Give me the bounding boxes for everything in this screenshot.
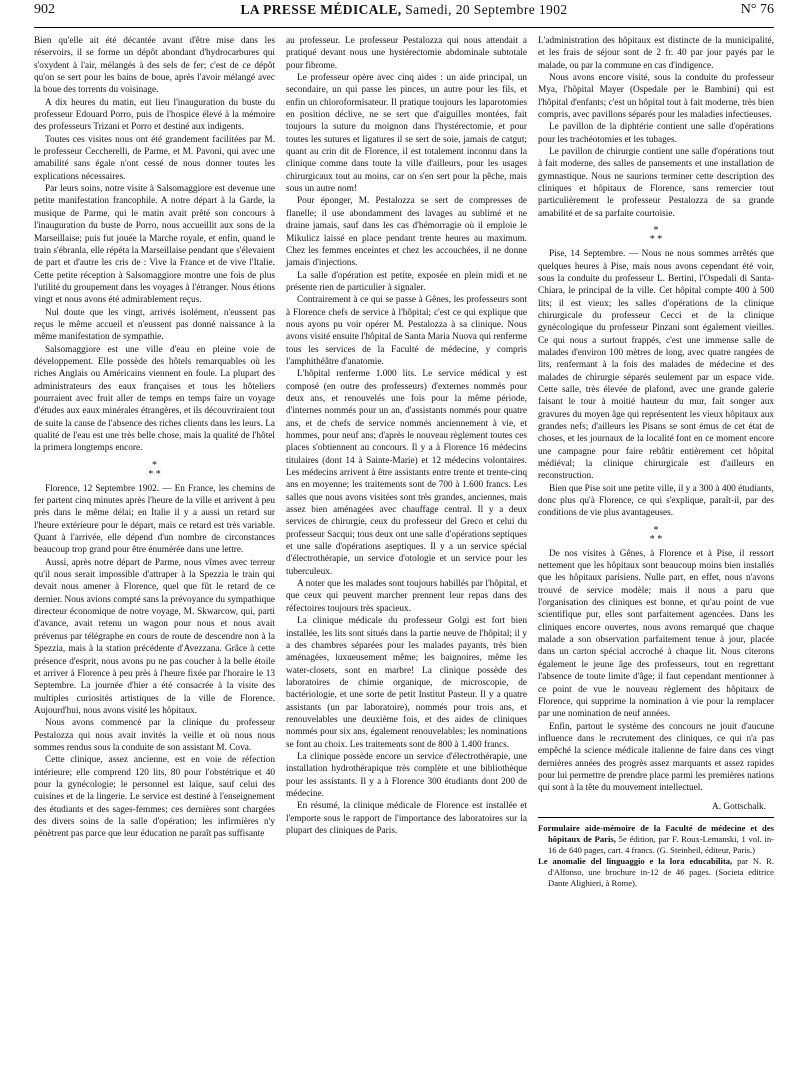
bibliography-entry [538,823,774,856]
header-rule [34,27,774,28]
paragraph: La salle d'opération est petite, exposée en plein midi et ne présente rien de particulier à signaler. [286,270,527,293]
paragraph: De nos visites à Gênes, à Florence et à Pise, il ressort nettement que les hôpitaux sont beaucoup moins bien installés que les hôpitaux parisiens. Nulle part, en effet, nous n'avons trouvé de service modèle; mais il nous a paru que l'organisation des cliniques est bonne, et qu'au point de vue scientifique pur, elles sont parfaitement agencées. Dans les cliniques encore ouvertes, nous avons remarqué que chaque malade a son observation parfaitement tenue à jour, placée dans un carton spécial accroché à chaque lit. Nous citerons également le jeune âge des professeurs, tout en regrettant l'absence de toute limite d'âge; il faut cependant mentionner à ce point de vue le nouveau règlement des hôpitaux de Florence, qui supprime la nomination à vie pour la remplacer par une nomination de neuf années. [538,548,774,720]
paragraph: Le pavillon de la diphtérie contient une salle d'opérations pour les trachéotomies et les tubages. [538,122,774,145]
paragraph: Toutes ces visites nous ont été grandement facilitées par M. le professeur Ceccherelli, de Parme, et M. Pavoni, qui avec une amabilité sans égale n'ont cessé de nous donner toutes les explications nécessaires. [34,134,275,182]
paragraph: Par leurs soins, notre visite à Salsomaggiore est devenue une petite manifestation francophile. A notre départ à la Garde, la musique de Parme, qui le matin avait prêté son concours à l'inauguration du buste de Porro, nous accueillit aux sons de la Marseillaise; puis fut jouée la Marche royale, et enfin, quand le train s'ébranla, elle répéta la Marseillaise pendant que s'élevaient de part et d'autre les cris de : Vive la France et de vive l'Italie. Cette petite réception à Salsomaggiore montre une fois de plus l'utilité du groupement dans les voyages à l'étranger. Nous étions vingt et nous avons été admirablement reçus. [34,184,275,306]
bibliography-title: Formulaire aide-mémoire de la Faculté de médecine et des hôpitaux de Paris, [538,822,774,844]
paragraph: Aussi, après notre départ de Parme, nous vîmes avec terreur qu'il nous serait impossible d'attraper à la Spezzia le train qui devait nous amener à Florence, quel que fût le retard de ce dernier. Nous avions compté sans la prévoyance du sympathique directeur économique de notre voyage, M. Skwarcow, qui, parti d'avance, avait retenu un wagon pour nous et nous avait prévenus par télégraphe en cours de route de descendre non à la Spezzia, mais à la station précédente d'Avezzana. Grâce à cette présence d'esprit, nous avons pu ne pas coucher à la belle étoile et arriver à Florence à peu près à l'heure fixée par l'horaire le 13 Septembre. La journée d'hier a été consacrée à la visite des multiples curiosités artistiques de la ville de Florence. Aujourd'hui, nous avons visité les hôpitaux. [34,557,275,716]
paragraph: En résumé, la clinique médicale de Florence est installée et l'emporte sous le rapport de l'importance des laboratoires sur la plupart des cliniques de Paris. [286,801,527,836]
paragraph: Le professeur opère avec cinq aides : un aide principal, un secondaire, un qui passe les pinces, un autre pour les fils, et enfin un chloroformisateur. Il pratique toujours les laparotomies en position déclive, ne se sert que d'aiguilles montées, fait toujours la suture du moignon dans l'hystérectomie, et pour toutes les sutures et ligatures il se sert de soie, jamais de catgut; quant au crin dit de Florence, il est totalement inconnu dans la clinique comme dans toute la ville d'ailleurs, pour les usages chirurgicaux tout au moins, car on s'en sert pour la pêche, mais sous un autre nom! [286,73,527,195]
bibliography-entry [538,856,774,889]
issue-date: Samedi, 20 Septembre 1902 [401,2,568,17]
paragraph: Salsomaggiore est une ville d'eau en pleine voie de développement. Elle possède des hôtels remarquables où les riches Anglais ou Américains viennent en foule. La plupart des administrateurs des eaux françaises et tous les hôteliers pourraient avec fruit aller de temps en temps faire un voyage d'études aux eaux minérales étrangères, et ils découvriraient tout de suite la cause de l'absence des riches clients dans les leurs. La qualité de l'eau est une très belle chose, mais la qualité de l'hôtel la primera longtemps encore. [34,344,275,454]
paragraph: Le pavillon de chirurgie contient une salle d'opérations tout à fait moderne, des salles de pansements et une installation de gymnastique. Nous ne saurions terminer cette description des cliniques et hôpitaux de Florence, sans remercier tout particulièrement le professeur Pestalozza de sa grande amabilité et de sa parfaite courtoisie. [538,147,774,219]
paragraph: L'hôpital renferme 1.000 lits. Le service médical y est composé (en outre des professeurs) d'externes nommés pour deux ans, et renouvelés une fois pour la même période, d'internes nommés pour un an, d'assistants nommés pour quatre ans, et de chefs de service nommés anciennement à vie, et hommes, pour neuf ans; d'après le nouveau règlement toutes ces places s'obtiennent au concours. Il y a à Florence 16 médecins titulaires (dont 14 à Sainte-Marie) et 12 médecins volontaires. Les médecins arrivent à être assistants entre trente et trente-cinq ans en moyenne; les traitements sont de 700 à 1.600 francs. Les salles que nous avons visitées sont très grandes, anciennes, mais assez bien aménagées avec chauffage central. Il y a deux services de chirurgie, ceux du professeur del Greco et celui du professeur Sacqui; tous deux ont une salle d'opérations septiques et une salle d'opérations aseptiques. Il y a un service spécial d'électrothérapie, un service d'otologie et un service pour les tuberculeux. [286,369,527,577]
paragraph: L'administration des hôpitaux est distincte de la municipalité, et les frais de séjour sont de 2 fr. 40 par jour payés par le malade, ou par la commune en cas d'indigence. [538,36,774,71]
paragraph: Bien que Pise soit une petite ville, il y a 300 à 400 étudiants, donc plus qu'à Florence, ce qui s'explique, paraît-il, par des conditions de vie plus avantageuses. [538,483,774,519]
paragraph: Enfin, partout le système des concours ne jouit d'aucune influence dans le recrutement des cliniques, ce qui n'a pas empêché la science médicale italienne de faire dans ces vingt dernières années des progrès assez marquants et assez rapides pour lui permettre de prendre place parmi les premières nations qui sont à la tête du mouvement intellectuel. [538,721,774,794]
paragraph: A dix heures du matin, eut lieu l'inauguration du buste du professeur Edouard Porro, puis de l'hospice élevé à la mémoire des professeurs Trizani et Porro et destiné aux indigents. [34,97,275,133]
paragraph: A noter que les malades sont toujours habillés par l'hôpital, et que ceux qui peuvent marcher prennent leur repas dans des réfectoires toujours très spacieux. [286,579,527,614]
section-separator: * * * [649,225,663,246]
page-number: 902 [34,2,55,17]
paragraph: Bien qu'elle ait été décantée avant d'être mise dans les réservoirs, il se forme un dépôt abondant d'hydrocarbures qui s'oxydent à l'air, mélangés à des sels de fer; c'est de ce dépôt qu'on se sert pour les bains de boue, après l'avoir mélangé avec la boue des torrents du voisinage. [34,36,275,96]
bibliography-title: Le anomalie del linguaggio e la lora educabilita, [538,855,733,866]
paragraph: La clinique médicale du professeur Golgi est fort bien installée, les lits sont situés dans la partie neuve de l'hôpital; il y a des chambres séparées pour les malades payants, très bien aménagées, luxueusement même; les baignoires, même les water-closets, sont en marbre! La clinique possède des laboratoires de chimie organique, de microscopie, de bactériologie, et une sorte de petit Institut Pasteur. Il y a quatre assistants (un par laboratoire), nommés pour trois ans, et renouvelables une deuxième fois, et des aides de cliniques nommés pour six ans, également renouvelables; les nominations se font au choix. Les traitements sont de 800 à 1.400 francs. [286,616,527,750]
paragraph: Pise, 14 Septembre. — Nous ne nous sommes arrêtés que quelques heures à Pise, mais nous avons cependant été voir, sous la conduite du professeur L. Bertini, l'Ospedali di Santa-Chiara, le principal de la ville. Cet hôpital compte 400 à 500 lits; il est vieux; les salles d'opérations de la clinique chirurgicale du professeur Cecci et de la clinique gynécologique du professeur Pinzani sont également vieilles. Ce qui nous a surtout frappés, c'est une immense salle de malades d'environ 100 mètres de long, avec quatre rangées de lits, renfermant à la fois des malades de médecine et des malades de chirurgie séparés seulement par un espace vide. Cette salle, très élevée de plafond, avec une grande galerie faisant le tour à moitié hauteur du mur, fait songer aux gravures du moyen âge qui représentent les vieux hôpitaux aux grandes nefs; d'ailleurs les Pisans se sont émus de cet état de choses, et les journaux de la localité font en ce moment encore une campagne pour faire rebâtir entièrement cet hôpital médiéval; la clinique chirurgicale est d'ailleurs en reconstruction. [538,249,774,482]
section-separator: * * * [148,459,161,480]
page-header [34,2,774,24]
issue-number: N° 76 [740,2,774,17]
bibliography-details: 5e édition, par F. Roux-Lemanski, 1 vol. in-16 de 640 pages, cart. 4 francs. (G. Steinheil, éditeur, Paris.) [548,833,774,855]
paragraph: Cette clinique, assez ancienne, est en voie de réfection intérieure; elle comprend 120 lits, 80 pour l'obstétrique et 40 pour la gynécologie; le personnel est laïque, sauf celui des cuisines et de la lingerie. Le service est destiné à l'enseignement des étudiants et des sages-femmes; ces dernières sont chargées des divers soins de la salle d'opération; les infirmières n'y pénètrent pas parce que leur éducation ne paraît pas suffisante [34,755,275,840]
paragraph: Nous avons commencé par la clinique du professeur Pestalozza qui nous avait invités la veille et où nous nous sommes rendus sous la conduite de son assistant M. Cova. [34,718,275,753]
paragraph: au professeur. Le professeur Pestalozza qui nous attendait a pratiqué devant nous une hystérectomie abdominale subtotale pour fibrome. [286,36,527,71]
paragraph: Florence, 12 Septembre 1902. — En France, les chemins de fer partent cinq minutes après l'heure de la ville et arrivent à peu près dans le même délai; en Italie il y a aussi un retard sur l'heure extérieure pour le départ, mais ce retard est très variable. Quant à l'arrivée, elle dépend d'un nombre de circonstances beaucoup trop grand pour être énumérée dans une lettre. [34,483,275,556]
paragraph: Contrairement à ce qui se passe à Gênes, les professeurs sont à Florence chefs de service à l'hôpital; c'est ce qui explique que nous ayons pu voir opérer M. Pestalozza à sa clinique. Nous avons visité ensuite l'hôpital de Santa Maria Nuova qui renferme tous les services de la Faculté de médecine, y compris l'amphithéâtre d'anatomie. [286,295,528,367]
paragraph: Pour éponger, M. Pestalozza se sert de compresses de flanelle; il use abondamment des lavages au sublimé et ne draine jamais, sauf dans les cas d'hémorragie où il emploie le Mikulicz laissé en place pendant trente heures au maximum. Chez les femmes enceintes et chez les accouchées, il ne donne jamais d'injections. [286,196,527,269]
section-separator: * * * [649,524,663,545]
paragraph: La clinique possède encore un service d'électrothérapie, une installation hydrothérapique très complète et une bibliothèque pour les assistants. Il y a à Florence 300 étudiants dont 200 de médecine. [286,751,527,799]
paragraph: Nous avons encore visité, sous la conduite du professeur Mya, l'hôpital Mayer (Ospedale per le Bambini) qui est l'hôpital d'enfants; c'est un hôpital tout à fait moderne, très bien compris, avec pavillons séparés pour les maladies infectieuses. [538,73,774,121]
column-3 [538,35,774,889]
author-signature: A. Gottschalk. [712,801,766,812]
column-1 [34,35,275,841]
bibliography-rule [538,817,774,818]
journal-title [34,2,774,18]
column-2 [286,35,527,837]
journal-name: LA PRESSE MÉDICALE, [240,2,402,17]
bibliography-details: par N. R. d'Alfonso, une brochure in-12 de 46 pages. (Societa editrice Dante Alighieri, à Rome). [548,855,774,888]
bibliography [538,823,774,889]
paragraph: Nul doute que les vingt, arrivés isolément, n'eussent pas reçus le même accueil et n'eussent pas donné naissance à la même manifestation de sympathie. [34,307,275,343]
